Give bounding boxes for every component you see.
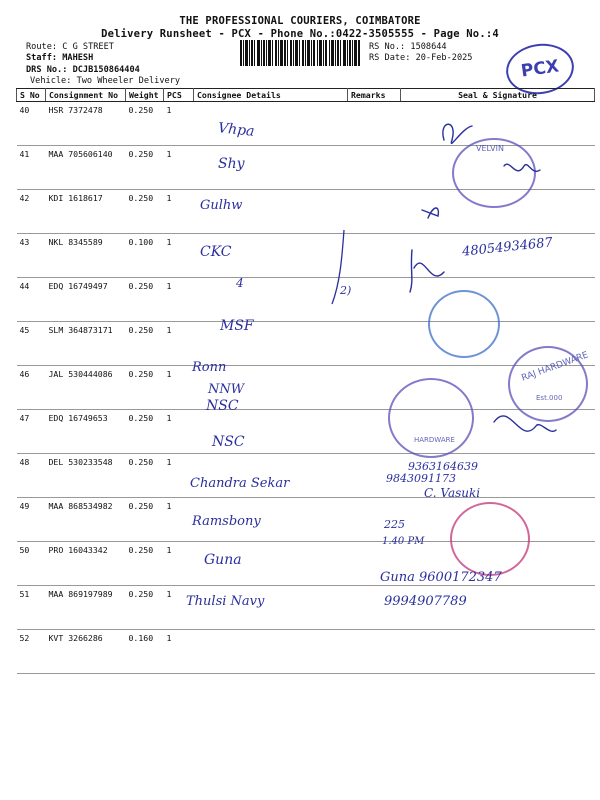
handwritten-consignee: CKC xyxy=(200,244,232,260)
cell-pcs: 1 xyxy=(164,146,194,190)
handwritten-consignee: Gulhw xyxy=(200,198,243,213)
table-row xyxy=(17,630,595,674)
cell-consignment: EDQ 16749653 xyxy=(46,410,126,454)
col-pcs: PCS xyxy=(164,89,194,102)
cell-consignment: KDI 1618617 xyxy=(46,190,126,234)
cell-consignment: MAA 868534982 xyxy=(46,498,126,542)
cell-pcs: 1 xyxy=(164,542,194,586)
velvin-stamp: VELVIN xyxy=(452,138,536,208)
cell-consignment: KVT 3266286 xyxy=(46,630,126,674)
col-weight: Weight xyxy=(126,89,164,102)
cell-sno: 43 xyxy=(17,234,46,278)
cell-consignment: HSR 7372478 xyxy=(46,102,126,146)
handwritten-consignee: Ronn xyxy=(192,360,227,375)
col-remarks: Remarks xyxy=(348,89,401,102)
cell-sno: 50 xyxy=(17,542,46,586)
cell-consignment: PRO 16043342 xyxy=(46,542,126,586)
handwritten-time: 225 xyxy=(384,518,405,531)
cell-consignment: MAA 869197989 xyxy=(46,586,126,630)
cell-consignment: MAA 705606140 xyxy=(46,146,126,190)
cell-weight: 0.250 xyxy=(126,586,164,630)
cell-pcs: 1 xyxy=(164,190,194,234)
staff-label: Staff: MAHESH xyxy=(26,53,94,63)
handwritten-phone: 9994907789 xyxy=(384,594,467,609)
handwritten-time: 1.40 PM xyxy=(382,536,425,547)
rs-number: RS No.: 1508644 xyxy=(369,42,447,52)
handwritten-consignee: NSC xyxy=(212,434,245,450)
cell-sno: 45 xyxy=(17,322,46,366)
cell-weight: 0.250 xyxy=(126,322,164,366)
cell-consignment: EDQ 16749497 xyxy=(46,278,126,322)
cell-sno: 40 xyxy=(17,102,46,146)
cell-pcs: 1 xyxy=(164,278,194,322)
cell-pcs: 1 xyxy=(164,498,194,542)
cell-weight: 0.250 xyxy=(126,410,164,454)
pcx-stamp: PCX xyxy=(503,40,577,99)
cell-weight: 0.250 xyxy=(126,542,164,586)
cell-sno: 44 xyxy=(17,278,46,322)
cell-sno: 41 xyxy=(17,146,46,190)
cell-weight: 0.250 xyxy=(126,190,164,234)
cell-sno: 47 xyxy=(17,410,46,454)
handwritten-consignee: NSC xyxy=(206,398,239,414)
rs-date: RS Date: 20-Feb-2025 xyxy=(369,53,473,63)
handwritten-consignee: Ramsbony xyxy=(192,514,261,529)
cell-weight: 0.250 xyxy=(126,498,164,542)
cell-weight: 0.250 xyxy=(126,278,164,322)
cell-weight: 0.250 xyxy=(126,102,164,146)
cell-pcs: 1 xyxy=(164,454,194,498)
handwritten-phone: 48054934687 xyxy=(461,235,554,260)
cell-consignment: DEL 530233548 xyxy=(46,454,126,498)
handwritten-consignee: MSF xyxy=(220,318,254,334)
cell-weight: 0.100 xyxy=(126,234,164,278)
col-consignment: Consignment No xyxy=(46,89,126,102)
handwritten-consignee: Shy xyxy=(218,156,245,172)
cell-consignment: SLM 364873171 xyxy=(46,322,126,366)
cell-weight: 0.250 xyxy=(126,454,164,498)
hardware-stamp: HARDWARE xyxy=(388,378,474,458)
col-seal: Seal & Signature xyxy=(401,89,595,102)
cell-pcs: 1 xyxy=(164,234,194,278)
cell-pcs: 1 xyxy=(164,322,194,366)
signature-scribbles xyxy=(400,100,590,620)
cell-pcs: 1 xyxy=(164,630,194,674)
cell-sno: 48 xyxy=(17,454,46,498)
cell-pcs: 1 xyxy=(164,102,194,146)
drs-number: DRS No.: DCJB150864404 xyxy=(26,65,140,75)
handwritten-consignee: NNW xyxy=(208,382,245,397)
col-sno: S No xyxy=(17,89,46,102)
runsheet-title: Delivery Runsheet - PCX - Phone No.:0422-3505555 - Page No.:4 xyxy=(101,28,499,40)
cell-weight: 0.250 xyxy=(126,146,164,190)
cell-pcs: 1 xyxy=(164,366,194,410)
cell-sno: 49 xyxy=(17,498,46,542)
cell-consignment: NKL 8345589 xyxy=(46,234,126,278)
handwritten-consignee: Chandra Sekar xyxy=(190,476,290,491)
handwritten-consignee: 4 xyxy=(236,276,244,290)
cell-consignment: JAL 530444086 xyxy=(46,366,126,410)
handwritten-phone: Guna 9600172347 xyxy=(380,570,502,585)
handwritten-consignee: Guna xyxy=(204,552,242,568)
remarks-note: 2) xyxy=(340,284,352,297)
cell-sno: 42 xyxy=(17,190,46,234)
cell-weight: 0.160 xyxy=(126,630,164,674)
cell-weight: 0.250 xyxy=(126,366,164,410)
handwritten-consignee: Thulsi Navy xyxy=(186,594,265,609)
cell-pcs: 1 xyxy=(164,586,194,630)
handwritten-phone: 9843091173 xyxy=(386,472,456,485)
cell-sno: 52 xyxy=(17,630,46,674)
handwritten-name: C. Vasuki xyxy=(424,486,481,500)
handwritten-consignee: Vhpa xyxy=(217,120,256,140)
company-title: THE PROFESSIONAL COURIERS, COIMBATORE xyxy=(179,15,421,27)
handwritten-phone: 9363164639 xyxy=(408,460,478,473)
route-label: Route: C G STREET xyxy=(26,42,114,52)
cell-sno: 46 xyxy=(17,366,46,410)
barcode-icon xyxy=(240,40,360,66)
vehicle-label: Vehicle: Two Wheeler Delivery xyxy=(30,76,181,86)
raj-hardware-stamp: RAJ HARDWARE Est.000 xyxy=(508,346,588,422)
col-consignee: Consignee Details xyxy=(194,89,348,102)
cell-sno: 51 xyxy=(17,586,46,630)
cell-pcs: 1 xyxy=(164,410,194,454)
